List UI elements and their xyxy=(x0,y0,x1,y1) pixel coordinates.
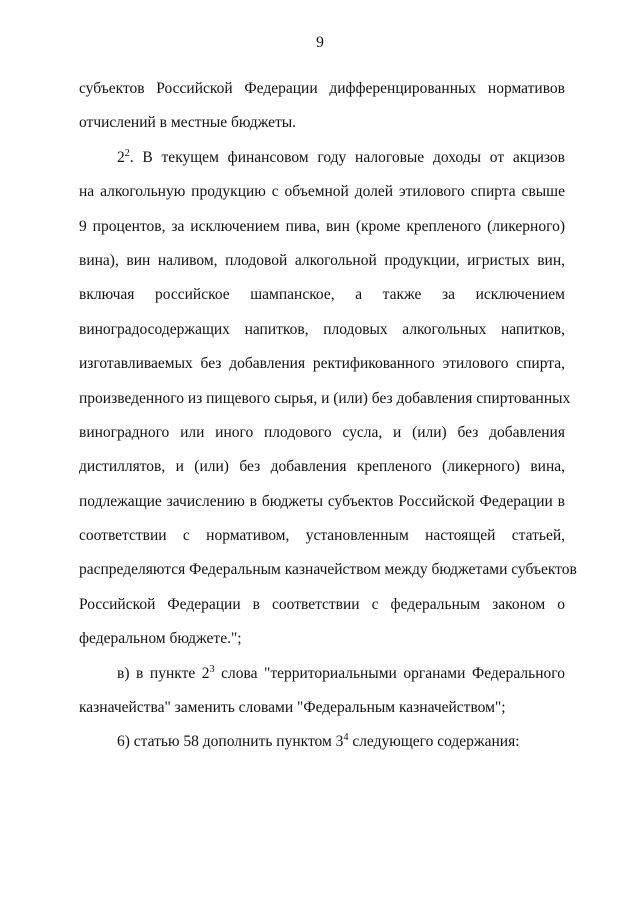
paragraph-line: 9 процентов, за исключением пива, вин (кроме крепленого (ликерного) xyxy=(79,217,565,235)
paragraph-line: отчислений в местные бюджеты. xyxy=(79,114,297,132)
paragraph-text: 6) статью 58 дополнить пунктом 3 xyxy=(117,733,344,751)
paragraph-text: . В текущем финансовом году налоговые доходы от акцизов xyxy=(129,148,565,166)
paragraph-line: включая российское шампанское, а также за исключением xyxy=(79,286,565,304)
paragraph-text: слова "территориальными органами Федерального xyxy=(214,664,565,682)
paragraph-line: изготавливаемых без добавления ректификованного этилового спирта, xyxy=(79,355,565,373)
document-body xyxy=(79,72,577,760)
paragraph-line: казначейства" заменить словами "Федеральным казначейством"; xyxy=(79,699,506,717)
point-number: 2 xyxy=(117,148,125,166)
paragraph-line: виноградного или иного плодового сусла, и (или) без добавления xyxy=(79,423,565,441)
point-superscript: 4 xyxy=(343,732,349,744)
paragraph-line: федеральном бюджете."; xyxy=(79,630,242,648)
paragraph-line: соответствии с нормативом, установленным настоящей статьей, xyxy=(79,527,565,545)
paragraph-text: в) в пункте 2 xyxy=(117,664,210,682)
paragraph-2 xyxy=(79,141,577,657)
paragraph-line: подлежащие зачислению в бюджеты субъектов Российской Федерации в xyxy=(79,492,565,510)
paragraph-line: распределяются Федеральным казначейством между бюджетами субъектов xyxy=(79,561,577,579)
paragraph-3 xyxy=(79,657,565,726)
paragraph-line: субъектов Российской Федерации дифференцированных нормативов xyxy=(79,80,565,97)
point-superscript: 3 xyxy=(209,663,215,675)
paragraph-line: на алкогольную продукцию с объемной долей этилового спирта свыше xyxy=(79,183,565,201)
paragraph-line: Российской Федерации в соответствии с федеральным законом о xyxy=(79,595,565,613)
paragraph-line xyxy=(79,657,565,691)
paragraph-line xyxy=(79,141,565,175)
page-number: 9 xyxy=(316,34,324,51)
paragraph-line: дистиллятов, и (или) без добавления крепленого (ликерного) вина, xyxy=(79,458,565,476)
paragraph-4 xyxy=(79,725,565,759)
paragraph-line xyxy=(79,725,565,759)
paragraph-line: произведенного из пищевого сырья, и (или) без добавления спиртованных xyxy=(79,389,571,407)
paragraph-text: следующего содержания: xyxy=(348,733,520,751)
paragraph-line: вина), вин наливом, плодовой алкогольной продукции, игристых вин, xyxy=(79,251,565,269)
paragraph-line: виноградосодержащих напитков, плодовых алкогольных напитков, xyxy=(79,320,565,338)
paragraph-1 xyxy=(79,72,565,141)
point-superscript: 2 xyxy=(124,147,130,159)
